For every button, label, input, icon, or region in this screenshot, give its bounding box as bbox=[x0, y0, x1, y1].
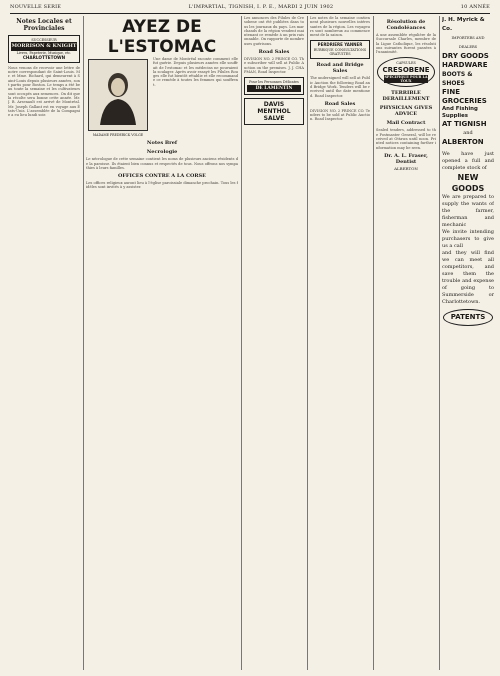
at-tignish: AT TIGNISH bbox=[442, 120, 487, 128]
derailment-heading: TERRIBLE DERAILLEMENT bbox=[382, 90, 430, 103]
supply-text: We are prepared to supply the wants of the farmer, fisherman and mechanic bbox=[442, 194, 494, 228]
ad-label: SUCCESSEUR bbox=[31, 38, 57, 42]
road-sales-body-2: DIVISION NO. 2 PRINCE CO. Tenders to be sold at Public Auction. Road Inspector. bbox=[310, 108, 370, 122]
bridge-sales-heading: Road and Bridge Sales bbox=[316, 62, 364, 75]
lamentin-ad bbox=[244, 77, 304, 94]
compete-text: and they will find we can meet all competitors, and save them the trouble and expense of going to Summerside or Charlottetown. bbox=[442, 250, 494, 305]
patents-brand: PATENTS bbox=[450, 313, 486, 321]
cresobene-sub: SPECIFIQUE POUR LA TOUX bbox=[384, 74, 428, 84]
header-left: NOUVELLE SERIE bbox=[10, 4, 62, 10]
column-5 bbox=[376, 16, 436, 670]
ad-city: CHARLOTTETOWN bbox=[22, 54, 66, 60]
dry-goods: DRY GOODS bbox=[442, 52, 489, 60]
portrait-caption: MADAME FREDERICK VOLGE bbox=[92, 133, 144, 137]
lamentin-ad-text: Pour les Personnes Délicates bbox=[249, 80, 299, 85]
local-notes-body: Nous venons de recevoir une lettre de notre correspondant de Saint-Louis. Mr. et Mme. Richard, qui demeurent à Saint-Louis depuis plusieurs années, sont partis pour Boston. Le temps a été beau toute la semaine et les cultivateurs sont occupés aux semences. On dit que la récolte sera bonne cette année. Mr. J. B. Arsenault est arrivé de Montréal. Mr. Joseph Gallant est en voyage aux États-Unis. L'assemblée de la Compagnie a eu lieu lundi soir. bbox=[8, 65, 80, 118]
column-6 bbox=[442, 16, 494, 670]
morrison-knight-ad bbox=[8, 35, 80, 63]
dentist-heading: Dr. A. L. Fraser, Dentist bbox=[384, 152, 428, 165]
estomac-feature bbox=[86, 57, 238, 137]
groceries: GROCERIES bbox=[442, 97, 487, 105]
ad-sub: Livres, Papeterie, Musique, etc. bbox=[16, 51, 72, 56]
col3-body: Les annonces des Pilules de Cresobene ont été publiées dans tous les journaux du pays. Les marchands de la région vendent maintenant ce remède à un prix raisonnable. On rapporte de nombreuses guérisons. bbox=[244, 16, 304, 46]
myrick-firm: J. H. Myrick & Co. bbox=[442, 17, 485, 32]
boots-shoes: BOOTS & SHOES bbox=[442, 71, 473, 87]
necrologie-heading: Necrologie bbox=[146, 149, 178, 156]
davis-brand: DAVIS MENTHOL SALVE bbox=[257, 100, 291, 122]
masthead bbox=[10, 4, 490, 14]
new-goods: NEW GOODS bbox=[451, 173, 485, 193]
road-sales-heading-2: Road Sales bbox=[324, 100, 356, 107]
condolences-body: A une assemblée régulière de la Succursale Charles, membre de la Ligue Catholique, les résolutions suivantes furent passées à l'unanimité. bbox=[376, 33, 436, 55]
and-word: and bbox=[463, 130, 473, 136]
davis-salve-ad bbox=[244, 98, 304, 125]
mail-contract-heading: Mail Contract bbox=[386, 120, 426, 127]
perdriere-sub: RUBRIQUE CONSULTATIONS GRATUITES bbox=[313, 47, 367, 57]
column-1 bbox=[8, 16, 80, 670]
physician-heading: PHYSICIAN GIVES ADVICE bbox=[379, 105, 433, 118]
column-3 bbox=[244, 16, 304, 670]
estomac-article: Une dame de Montréal raconte comment elle fut guérie. Depuis plusieurs années elle souffrait de l'estomac et les médecins ne pouvaient la soulager. Après avoir essayé les Pilules Rouges elle fut bientôt rétablie et elle recommande ce remède à toutes les femmes qui souffrent. bbox=[153, 57, 238, 87]
cresobene-ad bbox=[377, 57, 435, 87]
road-sales-heading: Road Sales bbox=[258, 49, 290, 56]
offices-body: Les offices religieux auront lieu à l'église paroissiale dimanche prochain. Tous les fidèles sont invités à y assister. bbox=[86, 181, 238, 190]
column-rule bbox=[83, 16, 84, 670]
lamentin-brand: DE LAMENTIN bbox=[247, 85, 301, 92]
perdriere-box bbox=[310, 40, 370, 59]
fishing-supplies: And Fishing Supplies bbox=[442, 106, 478, 119]
column-4 bbox=[310, 16, 370, 670]
header-right: 10 ANNÉE bbox=[460, 4, 490, 10]
mail-contract-body: Sealed tenders, addressed to the Postmaster General, will be received at Ottawa until noon. Printed notices containing further information may be seen. bbox=[376, 128, 436, 150]
column-rule bbox=[241, 16, 242, 670]
opened-text: We have just opened a full and complete stock of bbox=[442, 151, 494, 171]
alberton: ALBERTON bbox=[442, 138, 484, 146]
estomac-headline: AYEZ DE L'ESTOMAC bbox=[107, 17, 217, 57]
fine: FINE bbox=[442, 88, 461, 96]
column-2 bbox=[86, 16, 238, 670]
ad-firm: MORRISON & KNIGHT bbox=[11, 43, 77, 50]
col4-body: Les notes de la semaine contiennent plusieurs nouvelles intéressantes de la région. Les voyageurs sont nombreux au commencement de la saison. bbox=[310, 16, 370, 38]
patents-ad bbox=[443, 309, 493, 326]
road-sales-body: DIVISION NO. 2 PRINCE CO. The subscriber will sell at Public Auction on the premises. J. J. CHAPMAN, Road Inspector. bbox=[244, 57, 304, 74]
column-rule bbox=[439, 16, 440, 670]
bridge-sales-body: The undersigned will sell at Public Auction the following Road and Bridge Work. Tenders will be received until the date mentioned. Road Inspector. bbox=[310, 76, 370, 98]
necrologie-body: Le nécrologue de cette semaine contient les noms de plusieurs anciens résidents de la paroisse. Ils étaient bien connus et respectés de tous. Nous offrons nos sympathies à leurs familles. bbox=[86, 157, 238, 170]
cresobene-brand: CRESOBENE bbox=[382, 65, 430, 74]
portrait-block bbox=[86, 57, 150, 137]
notes-heading: Notes Bref bbox=[146, 140, 178, 147]
column-rule bbox=[373, 16, 374, 670]
hardware: HARDWARE bbox=[442, 61, 488, 69]
invite-text: We invite intending purchasers to give us a call bbox=[442, 229, 494, 249]
local-notes-title: Notes Locales et Provinciales bbox=[16, 18, 72, 32]
column-rule bbox=[307, 16, 308, 670]
perdriere-title: PERDRIERE YANNER bbox=[317, 42, 363, 48]
myrick-sub: IMPORTERS AND DEALERS bbox=[451, 36, 485, 49]
woman-portrait-icon bbox=[95, 65, 141, 125]
offices-heading: OFFICES CONTRE A LA CORSE bbox=[118, 173, 206, 180]
condolences-title: Résolution de Condoléances bbox=[386, 19, 426, 31]
dentist-city: ALBERTON bbox=[394, 165, 418, 171]
portrait-image bbox=[88, 59, 148, 131]
cresobene-top: CAPSULES bbox=[396, 61, 416, 66]
header-center: L'IMPARTIAL, TIGNISH, I. P. E., MARDI 2 JUIN 1902 bbox=[188, 4, 334, 10]
